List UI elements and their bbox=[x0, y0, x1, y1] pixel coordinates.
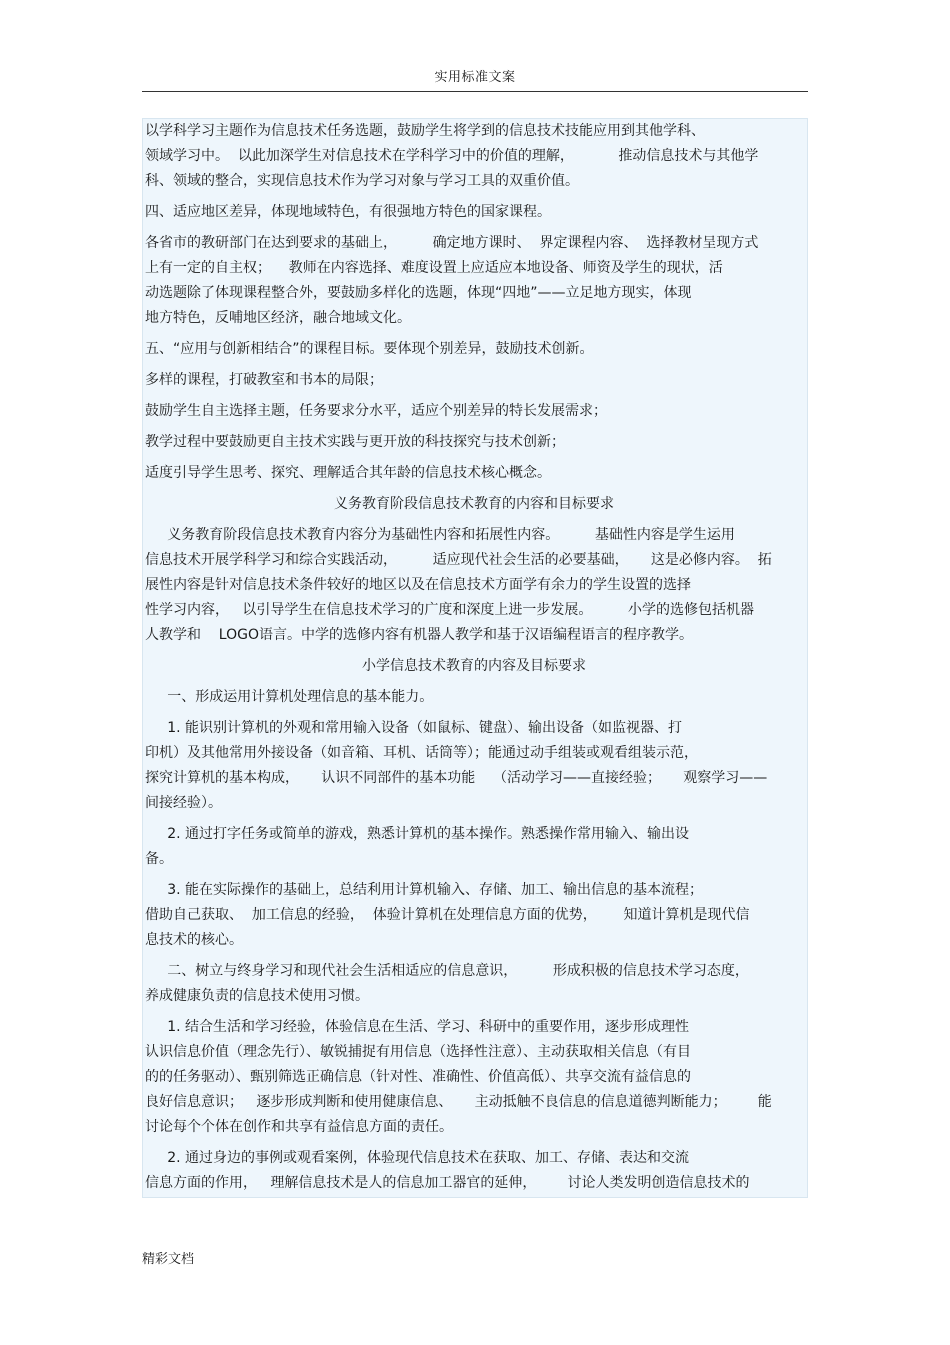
paragraph bbox=[143, 1015, 807, 1140]
text-line: 四、适应地区差异，体现地域特色，有很强地方特色的国家课程。 bbox=[145, 204, 551, 220]
text-line: 探究计算机的基本构成， 认识不同部件的基本功能 （活动学习——直接经验； 观察学习—— bbox=[145, 770, 768, 786]
paragraph bbox=[143, 200, 807, 225]
text-line: 动选题除了体现课程整合外，要鼓励多样化的选题，体现“四地”——立足地方现实，体现 bbox=[145, 285, 692, 301]
paragraph bbox=[143, 231, 807, 331]
text-line: 地方特色，反哺地区经济，融合地域文化。 bbox=[145, 310, 411, 326]
text-line: 义务教育阶段信息技术教育的内容和目标要求 bbox=[334, 496, 614, 512]
paragraph bbox=[143, 399, 807, 424]
text-line: 印机）及其他常用外接设备（如音箱、耳机、话筒等）；能通过动手组装或观看组装示范， bbox=[145, 745, 698, 761]
text-line: 息技术的核心。 bbox=[145, 932, 243, 948]
text-line: 上有一定的自主权； 教师在内容选择、难度设置上应适应本地设备、师资及学生的现状，活 bbox=[145, 260, 723, 276]
paragraph bbox=[143, 822, 807, 872]
text-line: 性学习内容， 以引导学生在信息技术学习的广度和深度上进一步发展。 小学的选修包括机器 bbox=[145, 602, 754, 618]
paragraph bbox=[143, 523, 807, 648]
text-line: 讨论每个个体在创作和共享有益信息方面的责任。 bbox=[145, 1119, 453, 1135]
page-footer: 精彩文档 bbox=[142, 1252, 195, 1267]
paragraph bbox=[143, 119, 807, 194]
text-line: 2. 通过身边的事例或观看案例，体验现代信息技术在获取、加工、存储、表达和交流 bbox=[145, 1150, 690, 1166]
document-body bbox=[142, 118, 808, 1198]
text-line: 信息技术开展学科学习和综合实践活动， 适应现代社会生活的必要基础， 这是必修内容。 拓 bbox=[145, 552, 772, 568]
text-line: 认识信息价值（理念先行）、敏锐捕捉有用信息（选择性注意）、主动获取相关信息（有目 bbox=[145, 1044, 691, 1060]
text-line: 一、形成运用计算机处理信息的基本能力。 bbox=[145, 689, 434, 705]
text-line: 以学科学习主题作为信息技术任务选题，鼓励学生将学到的信息技术技能应用到其他学科、 bbox=[145, 123, 705, 139]
paragraph bbox=[143, 959, 807, 1009]
text-line: 鼓励学生自主选择主题，任务要求分水平，适应个别差异的特长发展需求； bbox=[145, 403, 607, 419]
paragraph bbox=[143, 337, 807, 362]
text-line: 1. 结合生活和学习经验，体验信息在生活、学习、科研中的重要作用，逐步形成理性 bbox=[145, 1019, 690, 1035]
text-line: 2. 通过打字任务或简单的游戏，熟悉计算机的基本操作。熟悉操作常用输入、输出设 bbox=[145, 826, 690, 842]
text-line: 借助自己获取、 加工信息的经验， 体验计算机在处理信息方面的优势， 知道计算机是现代信 bbox=[145, 907, 750, 923]
text-line: 养成健康负责的信息技术使用习惯。 bbox=[145, 988, 369, 1004]
page-header: 实用标准文案 bbox=[434, 70, 516, 85]
text-line: 备。 bbox=[145, 851, 173, 867]
text-line: 良好信息意识； 逐步形成判断和使用健康信息、 主动抵触不良信息的信息道德判断能力； 能 bbox=[145, 1094, 772, 1110]
text-line: 二、树立与终身学习和现代社会生活相适应的信息意识， 形成积极的信息技术学习态度， bbox=[145, 963, 749, 979]
paragraph bbox=[143, 716, 807, 816]
text-line: 适度引导学生思考、探究、理解适合其年龄的信息技术核心概念。 bbox=[145, 465, 551, 481]
section-heading bbox=[143, 492, 807, 517]
text-line: 小学信息技术教育的内容及目标要求 bbox=[362, 658, 586, 674]
text-line: 信息方面的作用， 理解信息技术是人的信息加工器官的延伸， 讨论人类发明创造信息技术的 bbox=[145, 1175, 750, 1191]
text-line: 各省市的教研部门在达到要求的基础上， 确定地方课时、 界定课程内容、 选择教材呈现方式 bbox=[145, 235, 759, 251]
text-line: 五、“应用与创新相结合”的课程目标。要体现个别差异，鼓励技术创新。 bbox=[145, 341, 594, 357]
text-line: 3. 能在实际操作的基础上，总结利用计算机输入、存储、加工、输出信息的基本流程； bbox=[145, 882, 704, 898]
paragraph bbox=[143, 685, 807, 710]
text-line: 1. 能识别计算机的外观和常用输入设备（如鼠标、键盘）、输出设备（如监视器、打 bbox=[145, 720, 683, 736]
text-line: 教学过程中要鼓励更自主技术实践与更开放的科技探究与技术创新； bbox=[145, 434, 565, 450]
text-line: 领域学习中。 以此加深学生对信息技术在学科学习中的价值的理解， 推动信息技术与其他学 bbox=[145, 148, 759, 164]
paragraph bbox=[143, 461, 807, 486]
paragraph bbox=[143, 878, 807, 953]
section-heading bbox=[143, 654, 807, 679]
paragraph bbox=[143, 368, 807, 393]
text-line: 展性内容是针对信息技术条件较好的地区以及在信息技术方面学有余力的学生设置的选择 bbox=[145, 577, 691, 593]
paragraph-gap bbox=[143, 1196, 807, 1198]
paragraph bbox=[143, 1146, 807, 1196]
text-line: 人教学和 LOGO语言。中学的选修内容有机器人教学和基于汉语编程语言的程序教学。 bbox=[145, 627, 693, 643]
text-line: 科、领域的整合，实现信息技术作为学习对象与学习工具的双重价值。 bbox=[145, 173, 579, 189]
text-line: 的的任务驱动）、甄别筛选正确信息（针对性、准确性、价值高低）、共享交流有益信息的 bbox=[145, 1069, 691, 1085]
text-line: 义务教育阶段信息技术教育内容分为基础性内容和拓展性内容。 基础性内容是学生运用 bbox=[145, 527, 735, 543]
text-line: 多样的课程，打破教室和书本的局限； bbox=[145, 372, 383, 388]
paragraph bbox=[143, 430, 807, 455]
text-line: 间接经验）。 bbox=[145, 795, 222, 811]
header-divider bbox=[142, 91, 808, 92]
